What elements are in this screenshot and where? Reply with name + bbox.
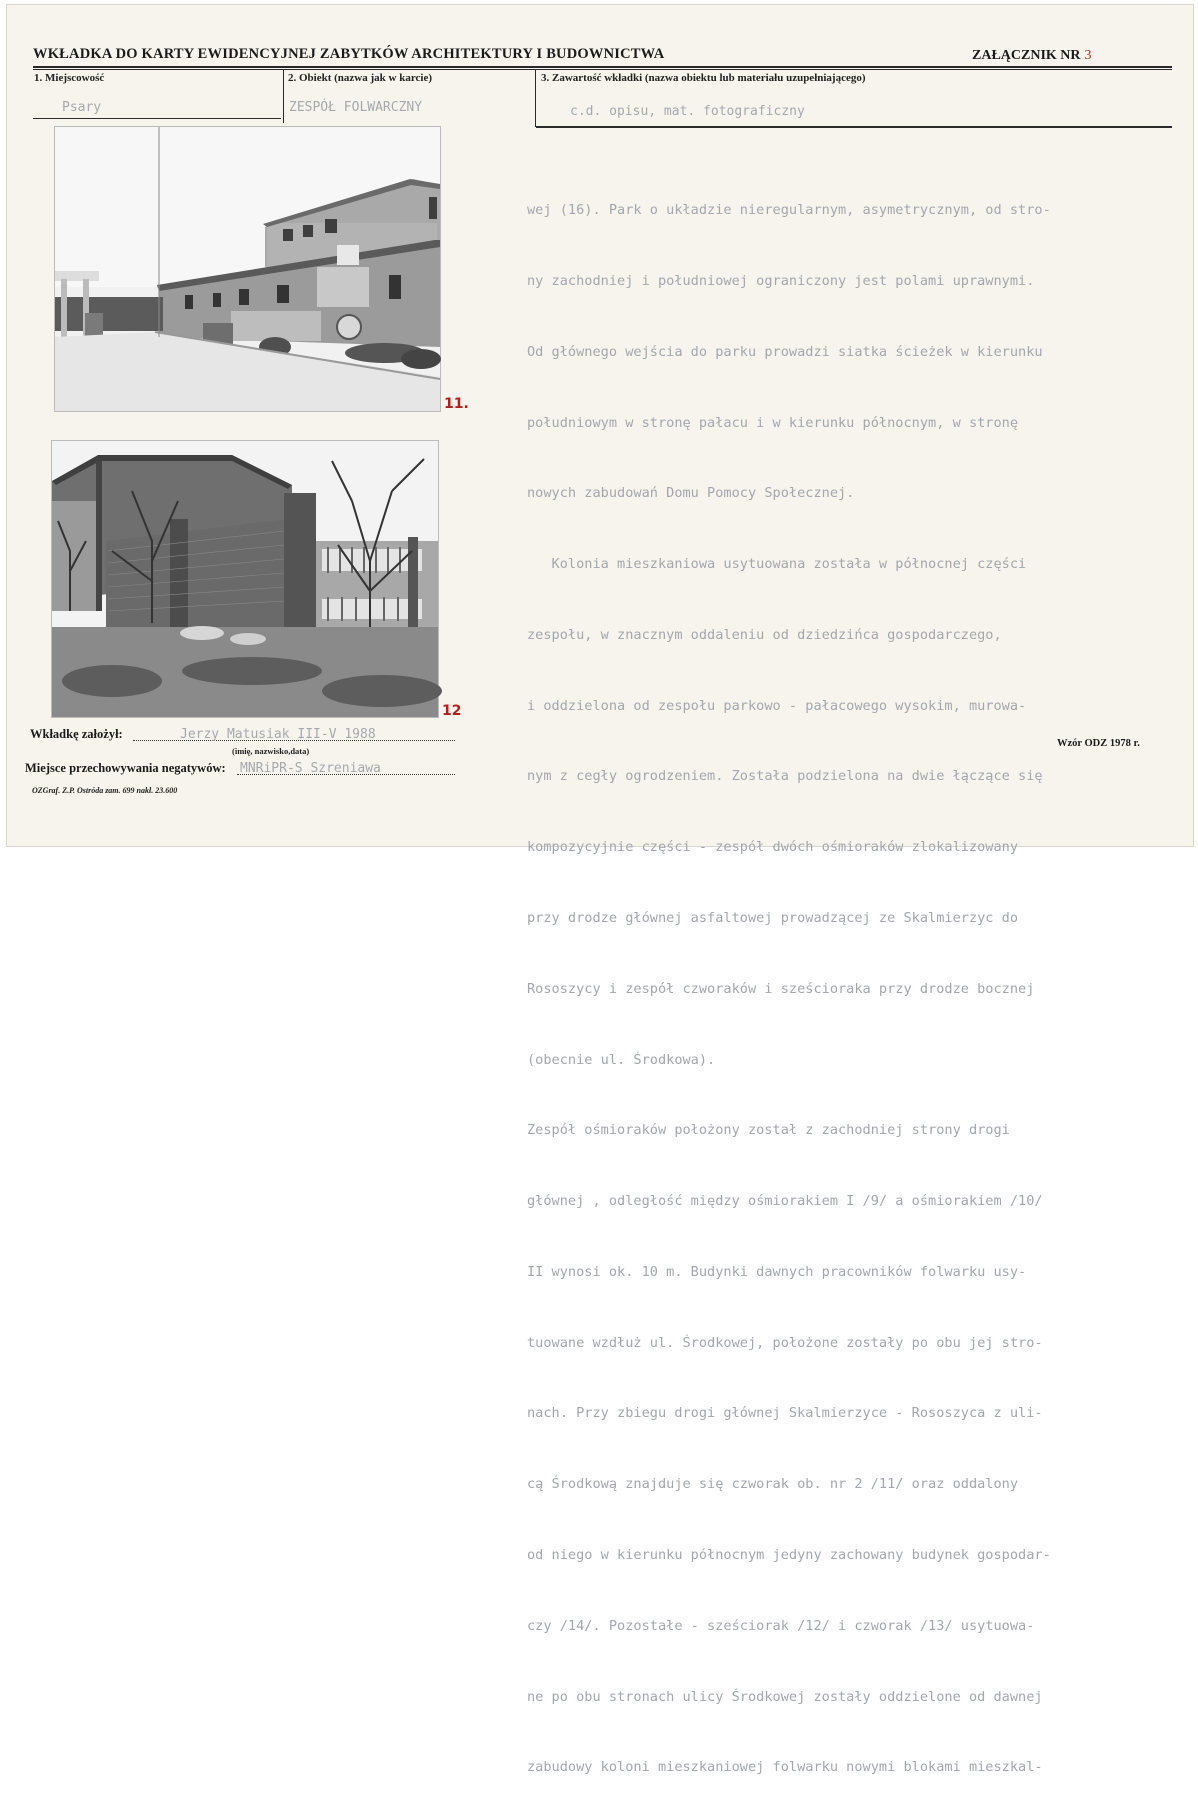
storage-value: MNRiPR-S Szreniawa [240,761,381,776]
annex-label [972,48,1092,64]
text-line: południowym w stronę pałacu i w kierunku północnym, w stronę [527,414,1019,431]
annex-number: 3 [1084,48,1092,63]
text-line: głównej , odległość między ośmiorakiem I /9/ a ośmiorakiem /10/ [527,1193,1043,1210]
header-divider-2 [535,69,536,127]
author-label: Wkładkę założył: [30,727,123,741]
text-line: Kolonia mieszkaniowa usytuowana została w północnej części [527,556,1027,573]
form-model: Wzór ODZ 1978 r. [1057,738,1140,749]
header-rule-top-thin [33,69,1172,70]
text-line: cą Środkową znajduje się czworak ob. nr 2 /11/ oraz oddalony [527,1476,1019,1493]
document-title: WKŁADKA DO KARTY EWIDENCYJNEJ ZABYTKÓW ARCHITEKTURY I BUDOWNICTWA [33,46,665,62]
text-line: nowych zabudowań Domu Pomocy Społecznej. [527,485,855,502]
locality-value: Psary [62,100,102,115]
header-rule-bottom-3 [536,126,1172,128]
text-line: tuowane wzdłuż ul. Środkowej, położone zostały po obu jej stro- [527,1334,1043,1351]
content-label: 3. Zawartość wkładki (nazwa obiektu lub materiału uzupełniającego) [541,72,866,84]
text-line: nym z cegły ogrodzeniem. Została podzielona na dwie łączące się [527,768,1043,785]
text-line: zabudowy koloni mieszkaniowej folwarku nowymi blokami mieszkal- [527,1759,1043,1776]
author-caption: (imię, nazwisko,data) [232,746,310,756]
content-value: c.d. opisu, mat. fotograficzny [570,104,805,119]
text-line: Zespół ośmioraków położony został z zachodniej strony drogi [527,1122,1010,1139]
locality-label: 1. Miejscowość [34,72,105,84]
text-line: (obecnie ul. Środkowa). [527,1051,716,1068]
print-info: OZGraf. Z.P. Ostróda zam. 699 nakł. 23.600 [32,786,178,795]
photo-wall-icon [51,440,439,718]
photo-building-icon [54,126,441,412]
header-rule-bottom [33,118,281,119]
text-line: zespołu, w znacznym oddaleniu od dziedzińca gospodarczego, [527,626,1002,643]
photo-number-12: 12 [442,703,462,719]
storage-label: Miejsce przechowywania negatywów: [25,761,226,775]
text-line: od niego w kierunku północnym jedyny zachowany budynek gospodar- [527,1547,1051,1564]
text-line: czy /14/. Pozostałe - sześciorak /12/ i czworak /13/ usytuowa- [527,1617,1035,1634]
text-line: ny zachodniej i południowej ograniczony jest polami uprawnymi. [527,272,1035,289]
description-text [527,152,1167,1804]
text-line: wej (16). Park o układzie nieregularnym, asymetrycznym, od stro- [527,202,1051,219]
text-line: Od głównego wejścia do parku prowadzi siatka ścieżek w kierunku [527,343,1043,360]
text-line: nach. Przy zbiegu drogi głównej Skalmierzyce - Rososzyca z uli- [527,1405,1043,1422]
text-line: i oddzielona od zespołu parkowo - pałacowego wysokim, murowa- [527,697,1027,714]
photo-number-11: 11. [444,396,469,412]
text-line: II wynosi ok. 10 m. Budynki dawnych pracowników folwarku usy- [527,1263,1027,1280]
text-line: przy drodze głównej asfaltowej prowadzącej ze Skalmierzyc do [527,910,1019,926]
object-label: 2. Obiekt (nazwa jak w karcie) [288,72,433,84]
text-line: ne po obu stronach ulicy Środkowej zostały oddzielone od dawnej [527,1688,1043,1705]
text-line: kompozycyjnie części - zespół dwóch ośmioraków zlokalizowany [527,839,1019,856]
object-value: ZESPÓŁ FOLWARCZNY [289,100,423,115]
text-line: Rososzycy i zespół czworaków i sześcioraka przy drodze bocznej [527,980,1035,997]
author-value: Jerzy Matusiak III-V 1988 [180,727,376,742]
header-divider-1 [283,69,284,123]
annex-label-text: ZAŁĄCZNIK NR [972,48,1081,63]
header-rule-top [33,66,1172,68]
